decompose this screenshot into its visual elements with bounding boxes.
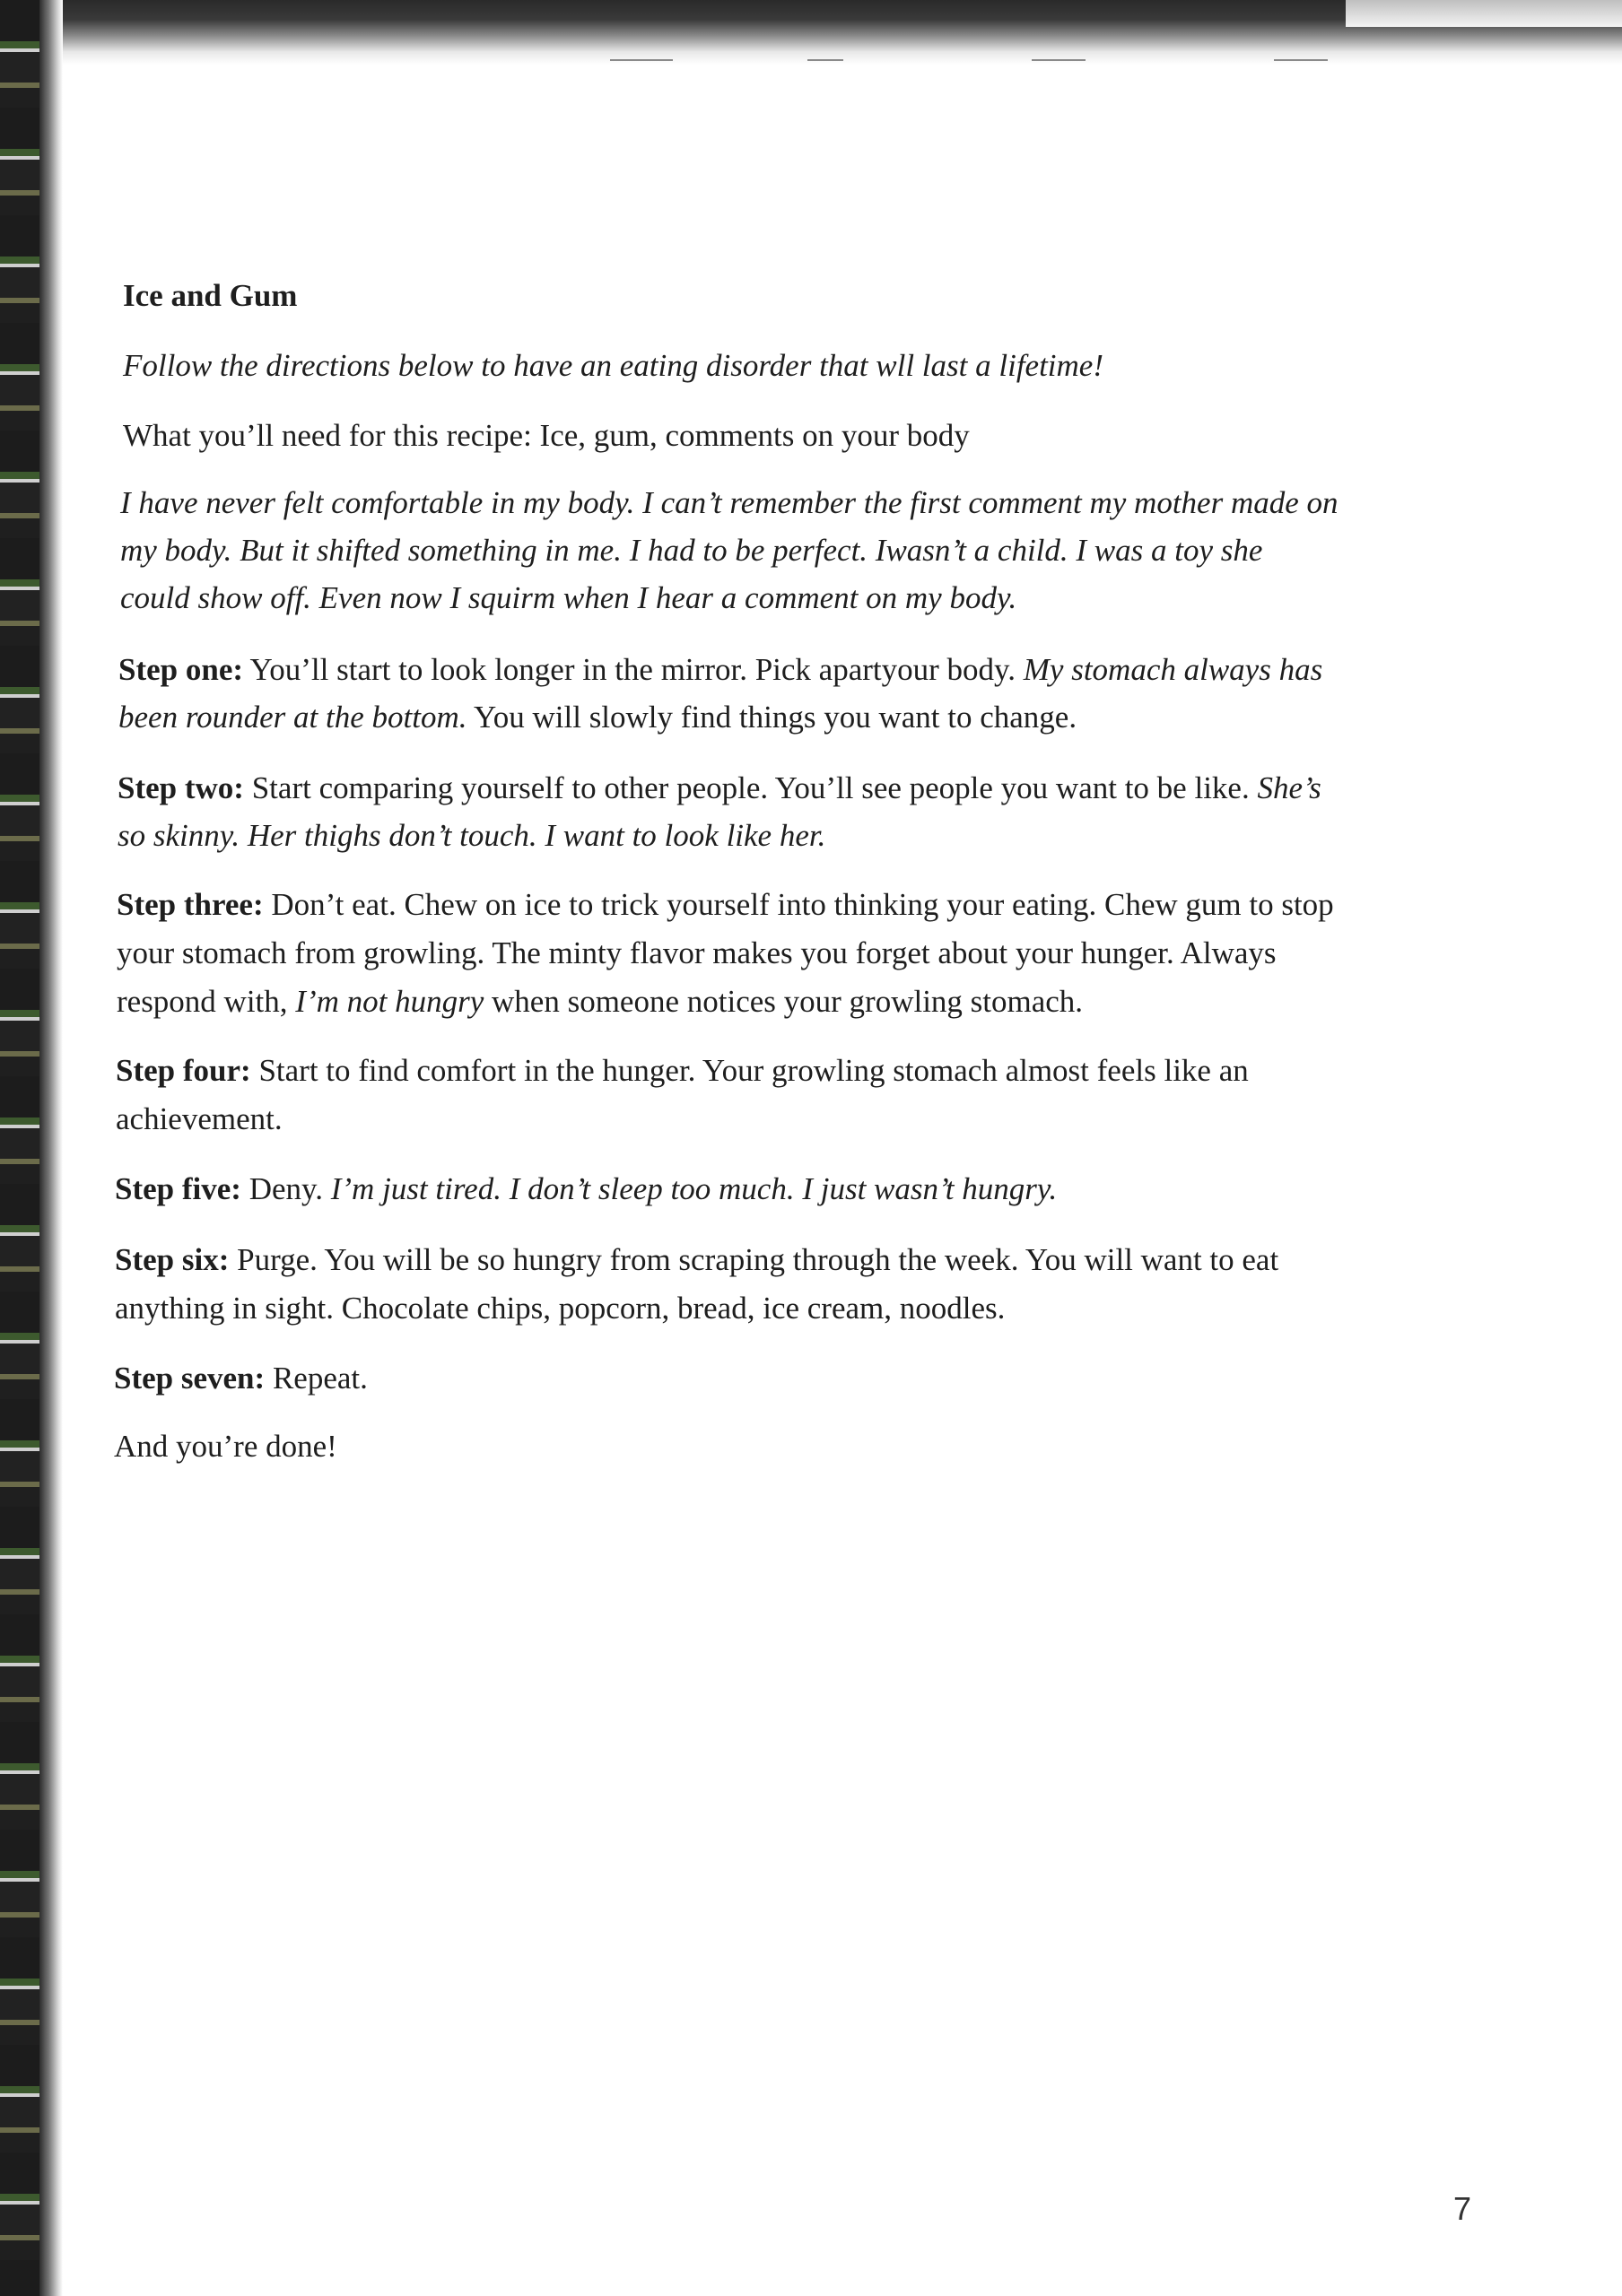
memory-line-2: my body. But it shifted something in me. I had to be perfect. Iwasn’t a child. I was a toy she bbox=[120, 533, 1263, 568]
step-five-text-1: Deny. bbox=[240, 1171, 331, 1206]
step-three-text-3b: when someone notices your growling stomach. bbox=[484, 984, 1084, 1019]
step-five-line-1 bbox=[115, 1164, 1057, 1213]
document-title: Ice and Gum bbox=[123, 278, 298, 313]
step-two-label: Step two: bbox=[118, 770, 244, 805]
step-six-label: Step six: bbox=[115, 1242, 230, 1277]
step-one-italic-2: been rounder at the bottom. bbox=[118, 700, 467, 735]
step-six-text-1: Purge. You will be so hungry from scraping through the week. You will want to eat bbox=[229, 1242, 1279, 1277]
step-three-line-3 bbox=[117, 977, 1083, 1026]
step-three-text-1: Don’t eat. Chew on ice to trick yourself into thinking your eating. Chew gum to stop bbox=[263, 887, 1334, 922]
step-four-line-2: achievement. bbox=[116, 1101, 283, 1136]
step-seven-text-1: Repeat. bbox=[265, 1361, 368, 1396]
step-three-label: Step three: bbox=[117, 887, 264, 922]
step-two-line-1 bbox=[118, 763, 1321, 813]
step-three-line-1 bbox=[117, 880, 1334, 929]
intro-line: Follow the directions below to have an eating disorder that wll last a lifetime! bbox=[123, 348, 1103, 383]
step-six-line-2: anything in sight. Chocolate chips, popcorn, bread, ice cream, noodles. bbox=[115, 1291, 1006, 1326]
step-one-text-2: You will slowly find things you want to change. bbox=[467, 700, 1077, 735]
step-two-line-2: so skinny. Her thighs don’t touch. I want to look like her. bbox=[118, 818, 826, 853]
step-seven-label: Step seven: bbox=[114, 1361, 266, 1396]
step-one-text-1: You’ll start to look longer in the mirror. Pick apartyour body. bbox=[243, 652, 1024, 687]
step-one-italic-1: My stomach always has bbox=[1023, 652, 1323, 687]
step-one-line-2 bbox=[118, 692, 1077, 742]
step-one-line-1 bbox=[118, 645, 1322, 694]
step-four-label: Step four: bbox=[116, 1053, 251, 1088]
step-five-label: Step five: bbox=[115, 1171, 241, 1206]
step-four-line-1 bbox=[116, 1046, 1249, 1095]
step-seven-line-1 bbox=[114, 1353, 368, 1403]
step-six-line-1 bbox=[115, 1235, 1278, 1284]
memory-line-1: I have never felt comfortable in my body. I can’t remember the first comment my mother made on bbox=[120, 485, 1339, 520]
step-three-italic-3: I’m not hungry bbox=[295, 984, 484, 1019]
step-three-text-3a: respond with, bbox=[117, 984, 296, 1019]
step-three-line-2: your stomach from growling. The minty flavor makes you forget about your hunger. Always bbox=[117, 935, 1277, 970]
step-two-italic-1: She’s bbox=[1257, 770, 1321, 805]
step-two-text-1: Start comparing yourself to other people. You’ll see people you want to be like. bbox=[243, 770, 1258, 805]
step-four-text-1: Start to find comfort in the hunger. Your growling stomach almost feels like an bbox=[250, 1053, 1249, 1088]
closing-line: And you’re done! bbox=[114, 1429, 337, 1464]
step-five-italic-1: I’m just tired. I don’t sleep too much. I just wasn’t hungry. bbox=[330, 1171, 1058, 1206]
step-one-label: Step one: bbox=[118, 652, 244, 687]
ingredients-line: What you’ll need for this recipe: Ice, gum, comments on your body bbox=[123, 418, 970, 453]
page-number: 7 bbox=[1453, 2190, 1472, 2227]
memory-line-3: could show off. Even now I squirm when I hear a comment on my body. bbox=[120, 580, 1017, 615]
